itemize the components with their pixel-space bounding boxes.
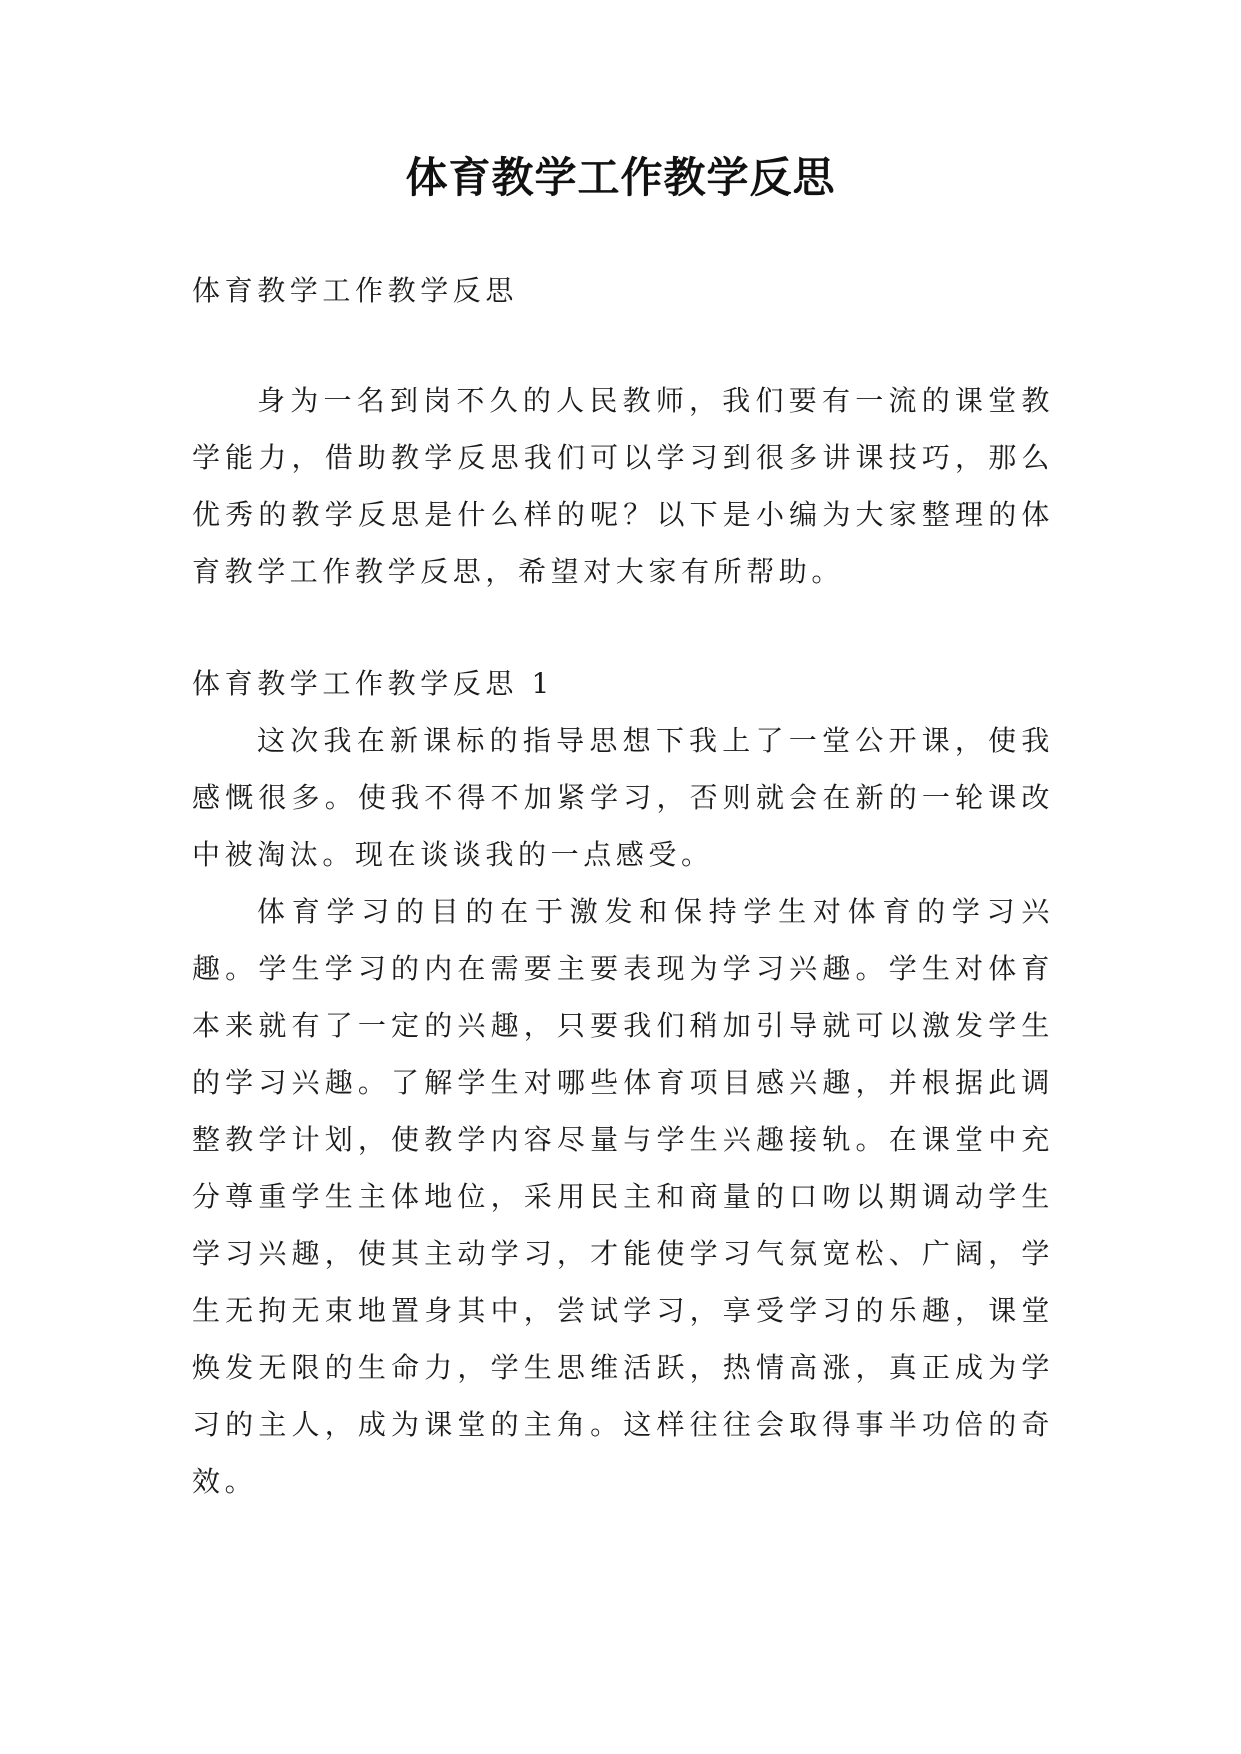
document-title: 体育教学工作教学反思 bbox=[405, 153, 836, 202]
body-paragraph: 这次我在新课标的指导思想下我上了一堂公开课，使我感慨很多。使我不得不加紧学习，否则就会在新的一轮课改中被淘汰。现在谈谈我的一点感受。 bbox=[192, 724, 1054, 871]
body-paragraph: 体育学习的目的在于激发和保持学生对体育的学习兴趣。学生学习的内在需要主要表现为学习兴趣。学生对体育本来就有了一定的兴趣，只要我们稍加引导就可以激发学生的学习兴趣。了解学生对哪些体育项目感兴趣，并根据此调整教学计划，使教学内容尽量与学生兴趣接轨。在课堂中充分尊重学生主体地位，采用民主和商量的口吻以期调动学生学习兴趣，使其主动学习，才能使学习气氛宽松、广阔，学生无拘无束地置身其中，尝试学习，享受学习的乐趣，课堂焕发无限的生命力，学生思维活跃，热情高涨，真正成为学习的主人，成为课堂的主角。这样往往会取得事半功倍的奇效。 bbox=[192, 895, 1054, 1498]
section-heading: 体育教学工作教学反思 1 bbox=[192, 667, 554, 700]
intro-paragraph: 身为一名到岗不久的人民教师，我们要有一流的课堂教学能力，借助教学反思我们可以学习到很多讲课技巧，那么优秀的教学反思是什么样的呢？以下是小编为大家整理的体育教学工作教学反思，希望对大家有所帮助。 bbox=[192, 384, 1054, 588]
document-subtitle: 体育教学工作教学反思 bbox=[192, 274, 519, 307]
document-body bbox=[192, 262, 1054, 1510]
